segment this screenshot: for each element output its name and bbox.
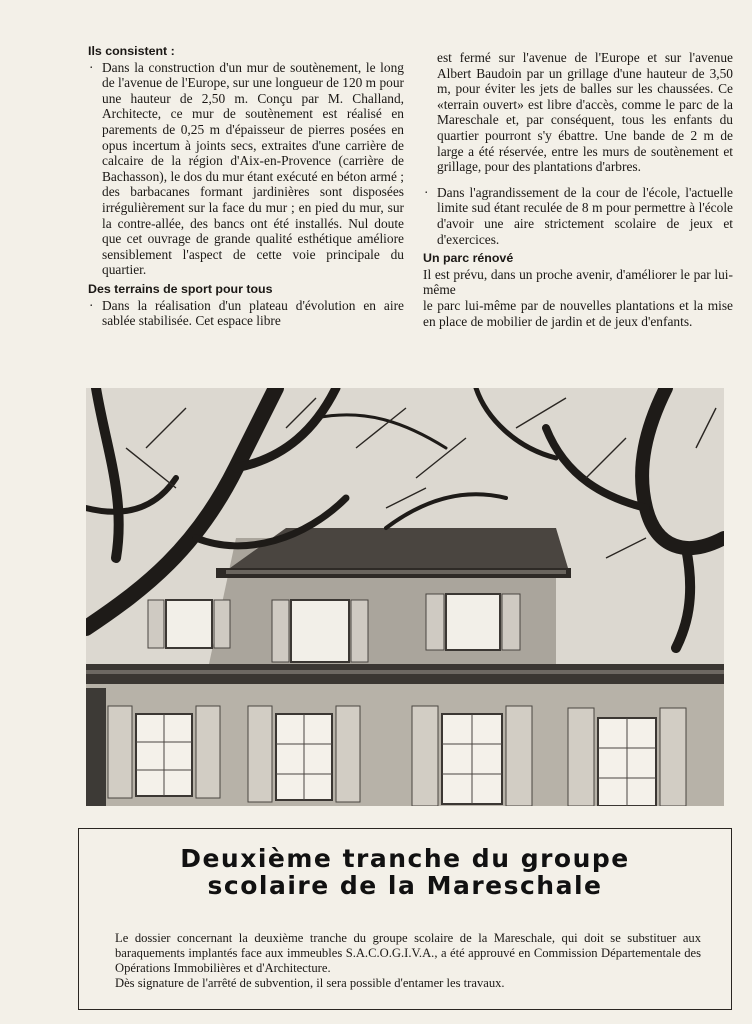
building-photo bbox=[86, 388, 724, 806]
list-item-cour bbox=[423, 185, 733, 247]
list-item-plateau bbox=[88, 298, 404, 329]
list-item-mur bbox=[88, 60, 404, 278]
bullet: · bbox=[89, 297, 94, 313]
announcement-text bbox=[115, 931, 701, 991]
paragraph-plateau-continued: est fermé sur l'avenue de l'Europe et sur l'avenue Albert Baudoin par un grillage d'une hauteur de 3,50 m, pour éviter les jets de balles sur les chaussées. Ce «terrain ouvert» est libre d'accès, comme le parc de la Mareschale et, par conséquent, tous les enfants du quartier pourront s'y ébattre. Une bande de 2 m de large a été réservée, entre les murs de soutènement et grillage, pour des plantations d'arbres. bbox=[437, 50, 733, 175]
paragraph-parc-line1: Il est prévu, dans un proche avenir, d'améliorer le par lui-même bbox=[423, 266, 733, 298]
announcement-title bbox=[79, 845, 731, 899]
heading-terrains-sport: Des terrains de sport pour tous bbox=[88, 281, 273, 296]
paragraph-plateau-start: Dans la réalisation d'un plateau d'évolution en aire sablée stabilisée. Cet espace libre bbox=[102, 297, 404, 329]
left-column bbox=[88, 44, 404, 333]
heading-parc-renove: Un parc rénové bbox=[423, 251, 514, 266]
announcement-title-line2: scolaire de la Mareschale bbox=[207, 871, 603, 900]
announcement-title-line1: Deuxième tranche du groupe bbox=[180, 844, 630, 873]
paragraph-mur: Dans la construction d'un mur de soutènement, le long de l'avenue de l'Europe, sur une longueur de 120 m pour une hauteur de 2,50 m. Conçu par M. Challand, Architecte, ce mur de soutènement est réalisé en parements de 0,25 m d'épaisseur de pierres posées en opus incertum à joints secs, extraites d'une carrière de calcaire de la région d'Aix-en-Provence (carrière de Bachasson), le dos du mur étant exécuté en béton armé ; des barbacanes formant jardinières sont disposées irrégulièrement sur la face du mur ; en pied du mur, sur la contre-allée, des bancs ont été installés. Nul doute que cet ouvrage de grande qualité esthétique améliore sensiblement l'aspect de cette voie principale du quartier. bbox=[102, 59, 404, 278]
list-item-plateau-continued bbox=[423, 50, 733, 175]
right-column bbox=[423, 50, 733, 329]
paragraph-parc-line2: le parc lui-même par de nouvelles plantations et la mise en place de mobilier de jardin et de jeux d'enfants. bbox=[423, 297, 733, 329]
heading-ils-consistent: Ils consistent : bbox=[88, 44, 175, 58]
announcement-paragraph1: Le dossier concernant la deuxième tranche du groupe scolaire de la Mareschale, qui doit se substituer aux baraquements implantés face aux immeubles S.A.C.O.G.I.V.A., a été approuvé en Commission Départementale des Opérations Immobilières et d'Architecture. bbox=[115, 931, 701, 975]
paragraph-cour: Dans l'agrandissement de la cour de l'école, l'actuelle limite sud étant reculée de 8 m pour permettre à l'école d'avoir une aire strictement scolaire de jeux et d'exercices. bbox=[437, 184, 733, 247]
bullet: · bbox=[89, 59, 94, 75]
building-photo-illustration bbox=[86, 388, 724, 806]
bullet: · bbox=[424, 184, 429, 200]
announcement-box bbox=[78, 828, 732, 1010]
announcement-paragraph2: Dès signature de l'arrêté de subvention, il sera possible d'entamer les travaux. bbox=[115, 976, 505, 990]
